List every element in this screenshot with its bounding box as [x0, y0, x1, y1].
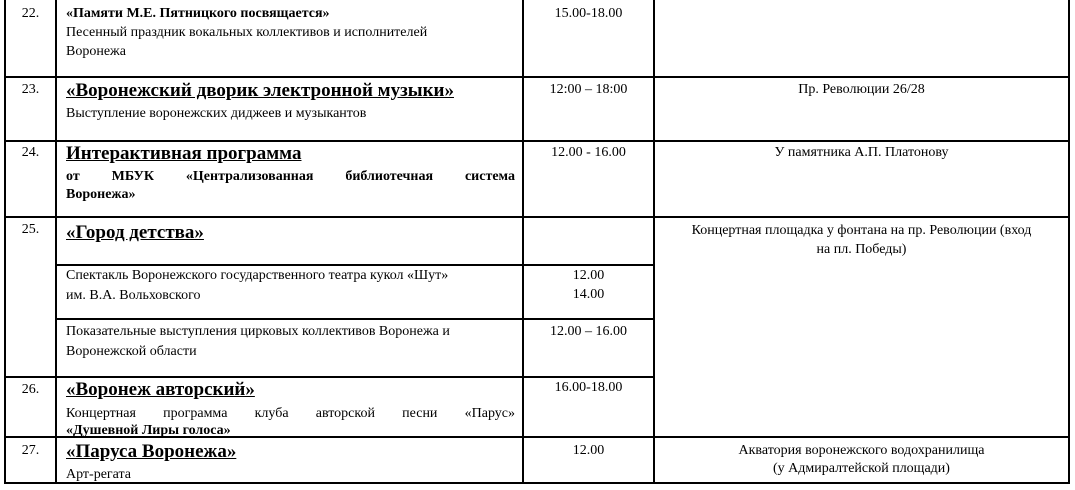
event-title: «Город детства»	[66, 222, 204, 243]
event-time: 16.00-18.00	[554, 380, 623, 395]
event-description: Спектакль Воронежского государственного театра кукол «Шут»	[66, 268, 449, 283]
event-description: Арт-регата	[66, 467, 132, 482]
row-border	[4, 482, 1070, 484]
event-title: «Воронежский дворик электронной музыки»	[66, 80, 454, 101]
row-border	[4, 216, 1070, 218]
event-description: Воронежской области	[66, 344, 197, 359]
event-description: Воронежа»	[66, 187, 136, 202]
event-time: 15.00-18.00	[554, 6, 623, 21]
event-description: «Душевной Лиры голоса»	[66, 423, 231, 438]
event-place: на пл. Победы)	[816, 242, 907, 257]
event-description: Концертная программа клуба авторской песни «Парус»	[66, 406, 515, 421]
event-place: (у Адмиралтейской площади)	[773, 461, 950, 476]
event-description: Выступление воронежских диджеев и музыкантов	[66, 106, 367, 121]
event-time: 12.00 – 16.00	[550, 324, 627, 339]
row-number: 25.	[21, 222, 40, 237]
row-border	[4, 140, 1070, 142]
event-description: им. В.А. Вольховского	[66, 288, 201, 303]
column-border	[522, 0, 524, 484]
event-title: Интерактивная программа	[66, 143, 302, 164]
event-description: от МБУК «Централизованная библиотечная система	[66, 169, 515, 184]
event-title: «Памяти М.Е. Пятницкого посвящается»	[66, 6, 330, 21]
row-number: 24.	[21, 145, 40, 160]
event-place: Пр. Революции 26/28	[798, 82, 925, 97]
event-description: Песенный праздник вокальных коллективов и исполнителей	[66, 25, 428, 40]
row-number: 27.	[21, 443, 40, 458]
event-place: Концертная площадка у фонтана на пр. Революции (вход	[691, 223, 1032, 238]
column-border	[55, 0, 57, 484]
event-title: «Воронеж авторский»	[66, 379, 255, 400]
event-place: У памятника А.П. Платонову	[774, 145, 949, 160]
row-number: 23.	[21, 82, 40, 97]
event-time: 12:00 – 18:00	[549, 82, 628, 97]
row-border	[4, 76, 1070, 78]
column-border	[1068, 0, 1070, 484]
row-number: 22.	[21, 6, 40, 21]
event-description: Показательные выступления цирковых коллективов Воронежа и	[66, 324, 450, 339]
column-border	[4, 0, 6, 484]
event-time: 12.00	[572, 443, 605, 458]
event-title: «Паруса Воронежа»	[66, 441, 237, 462]
subrow-border	[55, 318, 655, 320]
event-time: 12.00	[572, 268, 605, 283]
event-time: 14.00	[572, 287, 605, 302]
event-time: 12.00 - 16.00	[551, 145, 626, 160]
event-description: Воронежа	[66, 44, 126, 59]
event-place: Акватория воронежского водохранилища	[738, 443, 985, 458]
row-number: 26.	[21, 382, 40, 397]
